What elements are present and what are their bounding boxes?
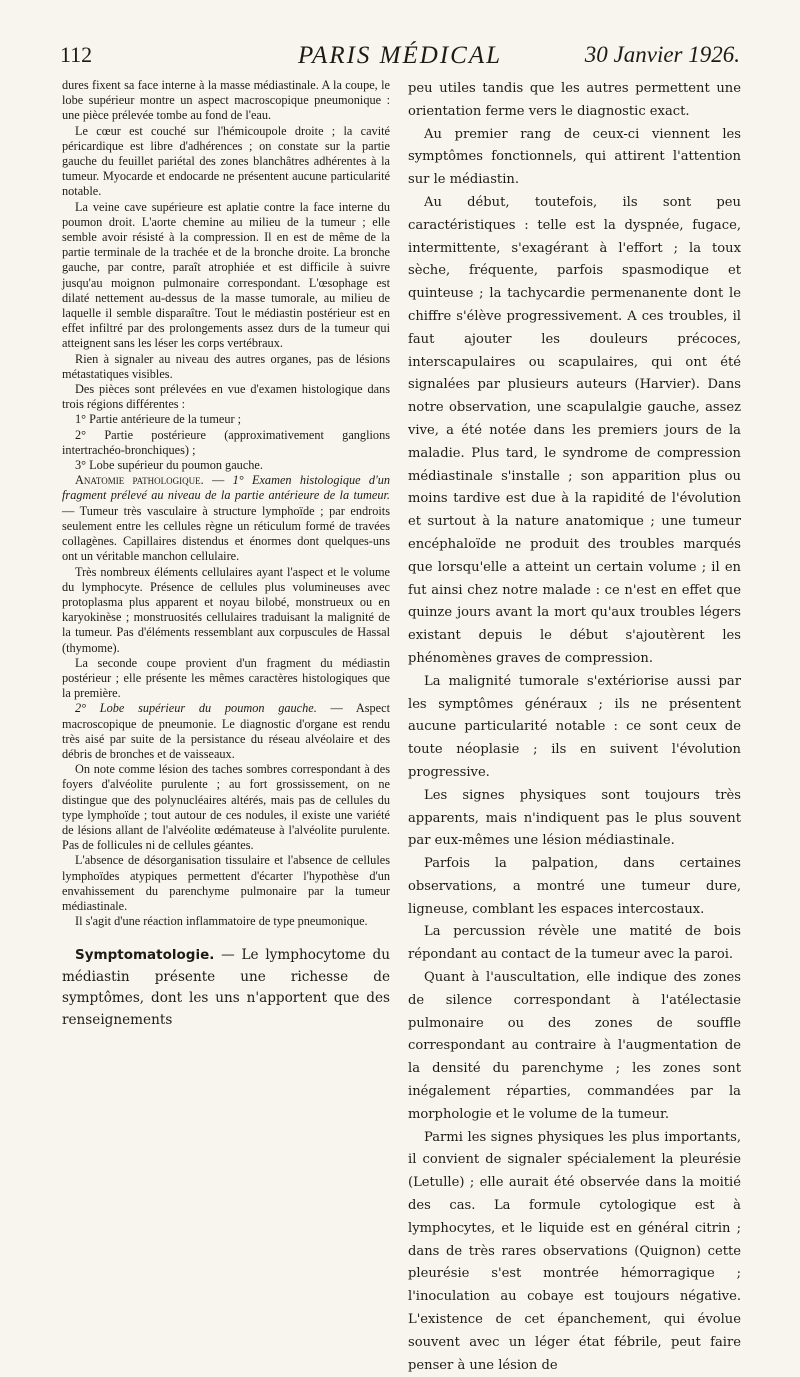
paragraph: La malignité tumorale s'extériorise aussi par les symptômes généraux ; ils ne présentent aucune particularité notable : ce sont ceux de toute néoplasie ; ils en suivent l'évolution progressive. bbox=[408, 673, 741, 780]
page-header bbox=[60, 42, 740, 76]
paragraph: La seconde coupe provient d'un fragment du médiastin postérieur ; elle présente les mêmes caractères histologiques que la première. bbox=[62, 655, 390, 701]
paragraph: Rien à signaler au niveau des autres organes, pas de lésions métastatiques visibles. bbox=[62, 351, 390, 381]
page-number: 112 bbox=[60, 42, 93, 67]
paragraph: Au début, toutefois, ils sont peu caractéristiques : telle est la dyspnée, fugace, intermittente, s'exagérant à l'effort ; la toux sèche, fréquente, parfois spasmodique et quinteuse ; la tachycardie permenanente dont le chiffre s'élève progressivement. A ces troubles, il faut ajouter les douleurs précoces, interscapulaires ou scapulaires, qui ont été signalées par plusieurs auteurs (Harvier). Dans notre observation, une scapulalgie gauche, assez vive, a été notée dans les premiers jours de la maladie. Plus tard, le syndrome de compression médiastinale s'installe ; son apparition plus ou moins tardive est due à la rapidité de l'évolution et surtout à la nature anatomique ; une tumeur encéphaloïde ne produit des troubles marqués que lorsqu'elle a atteint un certain volume ; il en fut ainsi chez notre malade : ce n'est en effet que quinze jours avant la mort qu'aux troubles légers existant depuis le début s'ajoutèrent les phénomènes graves de compression. bbox=[408, 194, 741, 666]
italic-subheading: 1° Examen histologique d'un fragment prélevé au niveau de la partie antérieure de la tumeur. bbox=[62, 473, 390, 503]
paragraph: dures fixent sa face interne à la masse médiastinale. A la coupe, le lobe supérieur montre un aspect macroscopique pneumonique : une pièce prélevée tombe au fond de l'eau. bbox=[62, 78, 390, 123]
list-item: 1° Partie antérieure de la tumeur ; bbox=[75, 412, 242, 427]
paragraph: On note comme lésion des taches sombres correspondant à des foyers d'alvéolite purulente ; au fort grossissement, on ne distingue que des polynucléaires altérés, mais pas de cellules du type lymphoïde ; tout autour de ces nodules, il existe une variété de lésions allant de l'alvéolite œdémateuse à l'alvéolite purulente. Pas de follicules ni de cellules géantes. bbox=[62, 762, 390, 853]
paragraph: Très nombreux éléments cellulaires ayant l'aspect et le volume du lymphocyte. Présence de cellules plus volumineuses avec protoplasma plus apparent et noyau bilobé, monstrueux ou en karyokinèse ; monstruosités cellulaires traduisant la malignité de la tumeur. Pas d'éléments ressemblant aux corpuscules de Hassal (thymome). bbox=[62, 564, 390, 655]
list-item: 3° Lobe supérieur du poumon gauche. bbox=[75, 458, 263, 473]
paragraph: peu utiles tandis que les autres permettent une orientation ferme vers le diagnostic exact. bbox=[408, 81, 741, 119]
journal-title: PARIS MÉDICAL bbox=[298, 42, 502, 69]
symptomatology-paragraph: Symptomatologie. — Le lymphocytome du médiastin présente une richesse de symptômes, dont les uns n'apportent que des renseignements bbox=[62, 947, 390, 1028]
paragraph: Le cœur est couché sur l'hémicoupole droite ; la cavité péricardique est libre d'adhérences ; on constate sur la partie gauche du feuillet pariétal des zones blanchâtres adhérentes à la tumeur. Myocarde et endocarde ne présentent aucune particularité notable. bbox=[62, 123, 390, 199]
italic-subheading: 2° Lobe supérieur du poumon gauche. bbox=[75, 701, 317, 716]
paragraph: La percussion révèle une matité de bois répondant au contact de la tumeur avec la paroi. bbox=[408, 924, 741, 963]
section-label: Anatomie pathologique. bbox=[75, 473, 204, 488]
paragraph: Au premier rang de ceux-ci viennent les symptômes fonctionnels, qui attirent l'attention sur le médiastin. bbox=[408, 126, 741, 188]
list-item: 2° Partie postérieure (approximativement ganglions intertrachéo-bronchiques) ; bbox=[62, 427, 390, 457]
paragraph: Il s'agit d'une réaction inflammatoire de type pneumonique. bbox=[75, 914, 368, 929]
right-column bbox=[408, 78, 741, 1373]
paragraph: L'absence de désorganisation tissulaire et l'absence de cellules lymphoïdes atypiques permettent d'écarter l'hypothèse d'un envahissement du parenchyme pulmonaire par la tumeur médiastinale. bbox=[62, 853, 390, 913]
paragraph: Les signes physiques sont toujours très apparents, mais n'indiquent pas le plus souvent par eux-mêmes une lésion médiastinale. bbox=[408, 787, 741, 849]
section-heading: Symptomatologie. bbox=[75, 947, 215, 964]
issue-date: 30 Janvier 1926. bbox=[584, 42, 740, 67]
paragraph: Des pièces sont prélevées en vue d'examen histologique dans trois régions différentes : bbox=[62, 382, 390, 412]
anatomy-paragraph: Anatomie pathologique. — 1° Examen histologique d'un fragment prélevé au niveau de la partie antérieure de la tumeur. — Tumeur très vasculaire à structure lymphoïde ; par endroits seulement entre les cellules règne un réticulum formé de travées collagènes. Capillaires distendus et énormes dont quelques-uns ont un véritable manchon cellulaire. bbox=[62, 473, 390, 564]
paragraph: La veine cave supérieure est aplatie contre la face interne du poumon droit. L'aorte chemine au milieu de la tumeur ; elle semble avoir résisté à la compression. Il en est de même de la partie terminale de la trachée et de la bronche droite. La bronche gauche, par contre, paraît atrophiée et est difficile à suivre jusqu'au moignon pulmonaire correspondant. L'œsophage est dilaté nettement au-dessus de la masse tumorale, au milieu de laquelle il semble disparaître. Tout le médiastin postérieur est en effet infiltré par des prolongements assez durs de la tumeur qui atteignent sans les léser les corps vertébraux. bbox=[62, 199, 390, 351]
paragraph: 2° Lobe supérieur du poumon gauche. — Aspect macroscopique de pneumonie. Le diagnostic d'organe est rendu très aisé par suite de la persistance du réseau alvéolaire et des débris de bronches et de vaisseaux. bbox=[62, 701, 391, 761]
paragraph: Parmi les signes physiques les plus importants, il convient de signaler spécialement la pleurésie (Letulle) ; elle aurait été observée dans la moitié des cas. La formule cytologique est à lymphocytes, et le liquide est en général citrin ; dans de très rares observations (Quignon) cette pleurésie s'est montrée hémorragique ; l'inoculation au cobaye est toujours négative. L'existence de cet épanchement, qui évolue souvent avec un léger état fébrile, peut faire penser à une lésion de bbox=[408, 1129, 741, 1373]
paragraph: Quant à l'auscultation, elle indique des zones de silence correspondant à l'atélectasie pulmonaire ou des zones de souffle correspondant au contraire à l'augmentation de la densité du parenchyme ; les zones sont inégalement réparties, commandées par la morphologie et le volume de la tumeur. bbox=[408, 970, 741, 1122]
left-column bbox=[62, 78, 390, 1118]
paragraph: Parfois la palpation, dans certaines observations, a montré une tumeur dure, ligneuse, comblant les espaces intercostaux. bbox=[408, 856, 741, 917]
